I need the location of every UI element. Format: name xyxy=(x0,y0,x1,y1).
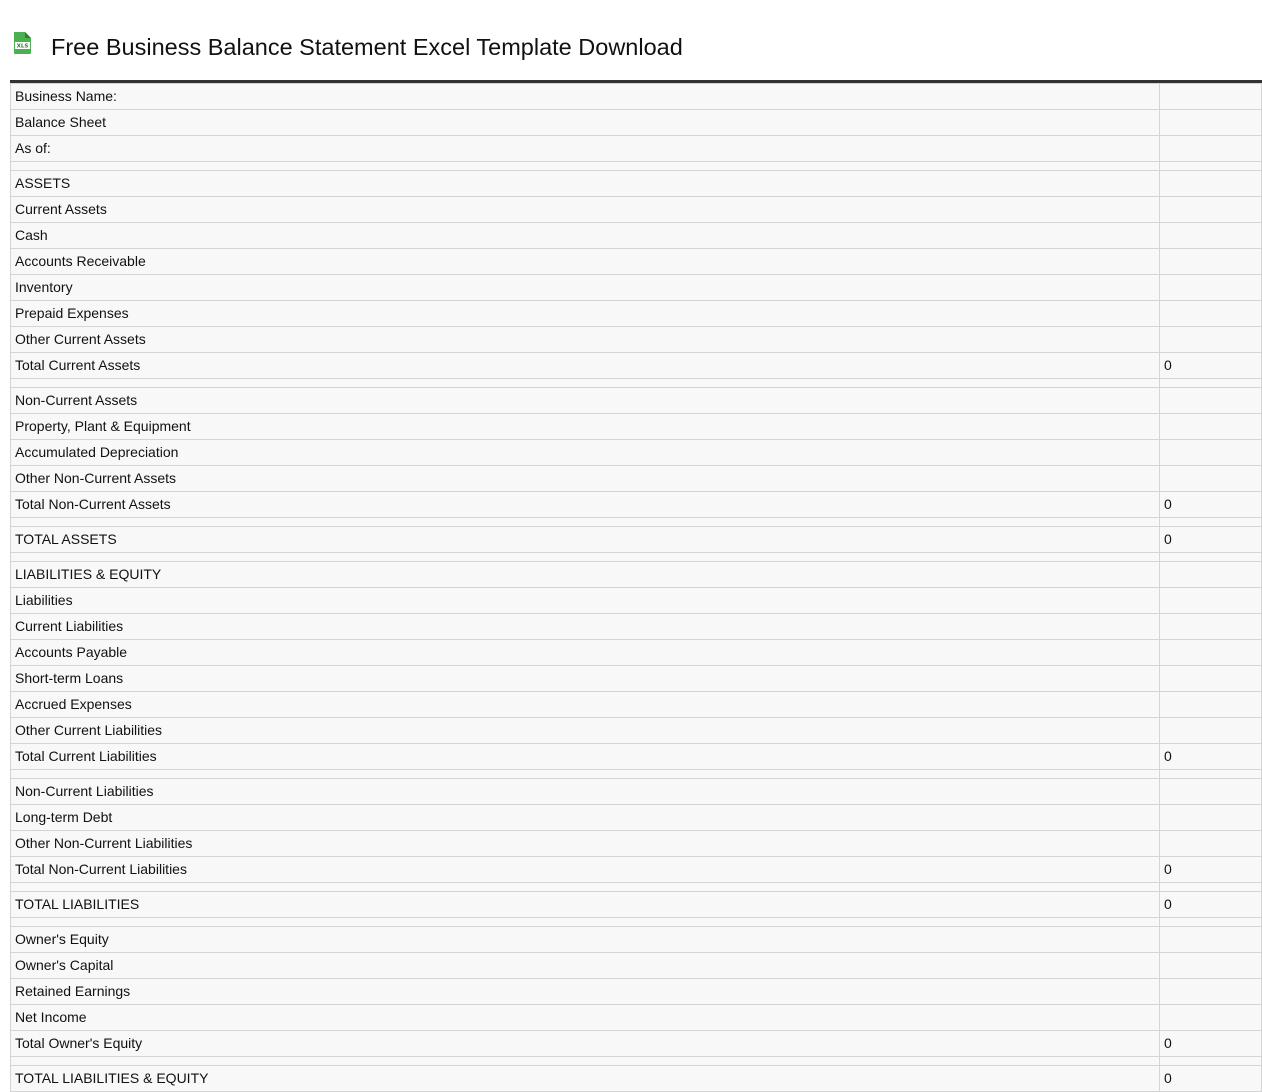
table-row xyxy=(11,388,1262,414)
row-label-cell[interactable]: Non-Current Liabilities xyxy=(11,779,1160,805)
spacer-cell[interactable] xyxy=(11,379,1160,388)
spacer-cell[interactable] xyxy=(11,1057,1160,1066)
row-label-cell[interactable]: TOTAL LIABILITIES & EQUITY xyxy=(11,1066,1160,1092)
row-label-cell[interactable]: Business Name: xyxy=(11,84,1160,110)
table-row xyxy=(11,1066,1262,1092)
table-row xyxy=(11,1031,1262,1057)
table-row xyxy=(11,110,1262,136)
table-row xyxy=(11,223,1262,249)
table-row xyxy=(11,440,1262,466)
spacer-cell[interactable] xyxy=(11,918,1160,927)
row-value-cell[interactable]: 0 xyxy=(1160,527,1262,553)
table-row xyxy=(11,466,1262,492)
row-label-cell[interactable]: Owner's Capital xyxy=(11,953,1160,979)
spacer-cell[interactable] xyxy=(1160,883,1262,892)
table-row xyxy=(11,527,1262,553)
row-value-cell[interactable] xyxy=(1160,249,1262,275)
row-label-cell[interactable]: Total Current Liabilities xyxy=(11,744,1160,770)
page-header xyxy=(0,0,1262,80)
row-label-cell[interactable]: Property, Plant & Equipment xyxy=(11,414,1160,440)
table-row xyxy=(11,640,1262,666)
row-label-cell[interactable]: ASSETS xyxy=(11,171,1160,197)
row-value-cell[interactable] xyxy=(1160,84,1262,110)
row-value-cell[interactable] xyxy=(1160,327,1262,353)
spacer-row xyxy=(11,883,1262,892)
spacer-row xyxy=(11,770,1262,779)
spacer-row xyxy=(11,162,1262,171)
row-value-cell[interactable] xyxy=(1160,718,1262,744)
spacer-row xyxy=(11,918,1262,927)
row-label-cell[interactable]: Accumulated Depreciation xyxy=(11,440,1160,466)
row-value-cell[interactable] xyxy=(1160,136,1262,162)
row-value-cell[interactable] xyxy=(1160,110,1262,136)
row-label-cell[interactable]: Other Current Assets xyxy=(11,327,1160,353)
row-label-cell[interactable]: TOTAL LIABILITIES xyxy=(11,892,1160,918)
row-value-cell[interactable] xyxy=(1160,440,1262,466)
row-value-cell[interactable] xyxy=(1160,953,1262,979)
spacer-cell[interactable] xyxy=(1160,918,1262,927)
table-row xyxy=(11,744,1262,770)
row-value-cell[interactable] xyxy=(1160,171,1262,197)
row-label-cell[interactable]: Liabilities xyxy=(11,588,1160,614)
row-value-cell[interactable] xyxy=(1160,223,1262,249)
row-value-cell[interactable]: 0 xyxy=(1160,1066,1262,1092)
spacer-row xyxy=(11,553,1262,562)
row-label-cell[interactable]: Other Current Liabilities xyxy=(11,718,1160,744)
table-row xyxy=(11,614,1262,640)
row-value-cell[interactable] xyxy=(1160,640,1262,666)
spacer-cell[interactable] xyxy=(1160,162,1262,171)
spacer-row xyxy=(11,518,1262,527)
xls-file-icon[interactable] xyxy=(13,32,32,54)
row-label-cell[interactable]: Current Liabilities xyxy=(11,614,1160,640)
row-label-cell[interactable]: Short-term Loans xyxy=(11,666,1160,692)
row-value-cell[interactable] xyxy=(1160,614,1262,640)
row-value-cell[interactable]: 0 xyxy=(1160,1031,1262,1057)
row-value-cell[interactable] xyxy=(1160,414,1262,440)
table-row xyxy=(11,1005,1262,1031)
row-value-cell[interactable] xyxy=(1160,197,1262,223)
row-label-cell[interactable]: Prepaid Expenses xyxy=(11,301,1160,327)
balance-sheet-body xyxy=(11,84,1262,1092)
row-label-cell[interactable]: Other Non-Current Assets xyxy=(11,466,1160,492)
table-row xyxy=(11,979,1262,1005)
table-row xyxy=(11,953,1262,979)
row-label-cell[interactable]: Retained Earnings xyxy=(11,979,1160,1005)
spacer-cell[interactable] xyxy=(11,770,1160,779)
spacer-row xyxy=(11,379,1262,388)
row-label-cell[interactable]: Accounts Payable xyxy=(11,640,1160,666)
table-row xyxy=(11,892,1262,918)
row-value-cell[interactable] xyxy=(1160,805,1262,831)
row-label-cell[interactable]: Balance Sheet xyxy=(11,110,1160,136)
row-label-cell[interactable]: Total Non-Current Liabilities xyxy=(11,857,1160,883)
table-row xyxy=(11,353,1262,379)
table-row xyxy=(11,327,1262,353)
row-label-cell[interactable]: Non-Current Assets xyxy=(11,388,1160,414)
row-label-cell[interactable]: Long-term Debt xyxy=(11,805,1160,831)
row-value-cell[interactable] xyxy=(1160,692,1262,718)
spacer-row xyxy=(11,1057,1262,1066)
row-value-cell[interactable] xyxy=(1160,666,1262,692)
table-row xyxy=(11,562,1262,588)
row-label-cell[interactable]: Other Non-Current Liabilities xyxy=(11,831,1160,857)
row-label-cell[interactable]: Total Non-Current Assets xyxy=(11,492,1160,518)
table-row xyxy=(11,301,1262,327)
table-row xyxy=(11,805,1262,831)
table-row xyxy=(11,857,1262,883)
table-row xyxy=(11,779,1262,805)
spacer-cell[interactable] xyxy=(11,162,1160,171)
row-label-cell[interactable]: Inventory xyxy=(11,275,1160,301)
row-label-cell[interactable]: LIABILITIES & EQUITY xyxy=(11,562,1160,588)
row-label-cell[interactable]: Total Owner's Equity xyxy=(11,1031,1160,1057)
table-row xyxy=(11,927,1262,953)
svg-text:XLS: XLS xyxy=(16,43,29,50)
row-label-cell[interactable]: Cash xyxy=(11,223,1160,249)
table-row xyxy=(11,588,1262,614)
table-row xyxy=(11,136,1262,162)
row-value-cell[interactable]: 0 xyxy=(1160,744,1262,770)
spacer-cell[interactable] xyxy=(11,518,1160,527)
table-row xyxy=(11,831,1262,857)
row-label-cell[interactable]: Owner's Equity xyxy=(11,927,1160,953)
row-value-cell[interactable]: 0 xyxy=(1160,353,1262,379)
row-value-cell[interactable]: 0 xyxy=(1160,492,1262,518)
balance-sheet-table xyxy=(10,83,1262,1092)
row-value-cell[interactable] xyxy=(1160,1005,1262,1031)
spacer-cell[interactable] xyxy=(11,553,1160,562)
spacer-cell[interactable] xyxy=(1160,1057,1262,1066)
row-label-cell[interactable]: Accounts Receivable xyxy=(11,249,1160,275)
row-value-cell[interactable]: 0 xyxy=(1160,857,1262,883)
table-row xyxy=(11,249,1262,275)
table-row xyxy=(11,666,1262,692)
spacer-cell[interactable] xyxy=(1160,553,1262,562)
row-label-cell[interactable]: TOTAL ASSETS xyxy=(11,527,1160,553)
table-row xyxy=(11,692,1262,718)
spacer-cell[interactable] xyxy=(1160,518,1262,527)
row-value-cell[interactable] xyxy=(1160,979,1262,1005)
row-value-cell[interactable] xyxy=(1160,779,1262,805)
row-label-cell[interactable]: Net Income xyxy=(11,1005,1160,1031)
spacer-cell[interactable] xyxy=(1160,770,1262,779)
row-value-cell[interactable] xyxy=(1160,275,1262,301)
row-label-cell[interactable]: Current Assets xyxy=(11,197,1160,223)
row-value-cell[interactable]: 0 xyxy=(1160,892,1262,918)
row-value-cell[interactable] xyxy=(1160,831,1262,857)
row-value-cell[interactable] xyxy=(1160,588,1262,614)
row-value-cell[interactable] xyxy=(1160,562,1262,588)
table-row xyxy=(11,414,1262,440)
table-row xyxy=(11,275,1262,301)
table-row xyxy=(11,197,1262,223)
spacer-cell[interactable] xyxy=(11,883,1160,892)
table-row xyxy=(11,84,1262,110)
spacer-cell[interactable] xyxy=(1160,379,1262,388)
row-label-cell[interactable]: Accrued Expenses xyxy=(11,692,1160,718)
page-title: Free Business Balance Statement Excel Template Download xyxy=(51,34,683,60)
row-label-cell[interactable]: Total Current Assets xyxy=(11,353,1160,379)
row-value-cell[interactable] xyxy=(1160,388,1262,414)
row-value-cell[interactable] xyxy=(1160,927,1262,953)
row-value-cell[interactable] xyxy=(1160,466,1262,492)
table-row xyxy=(11,492,1262,518)
row-value-cell[interactable] xyxy=(1160,301,1262,327)
table-row xyxy=(11,718,1262,744)
table-row xyxy=(11,171,1262,197)
row-label-cell[interactable]: As of: xyxy=(11,136,1160,162)
